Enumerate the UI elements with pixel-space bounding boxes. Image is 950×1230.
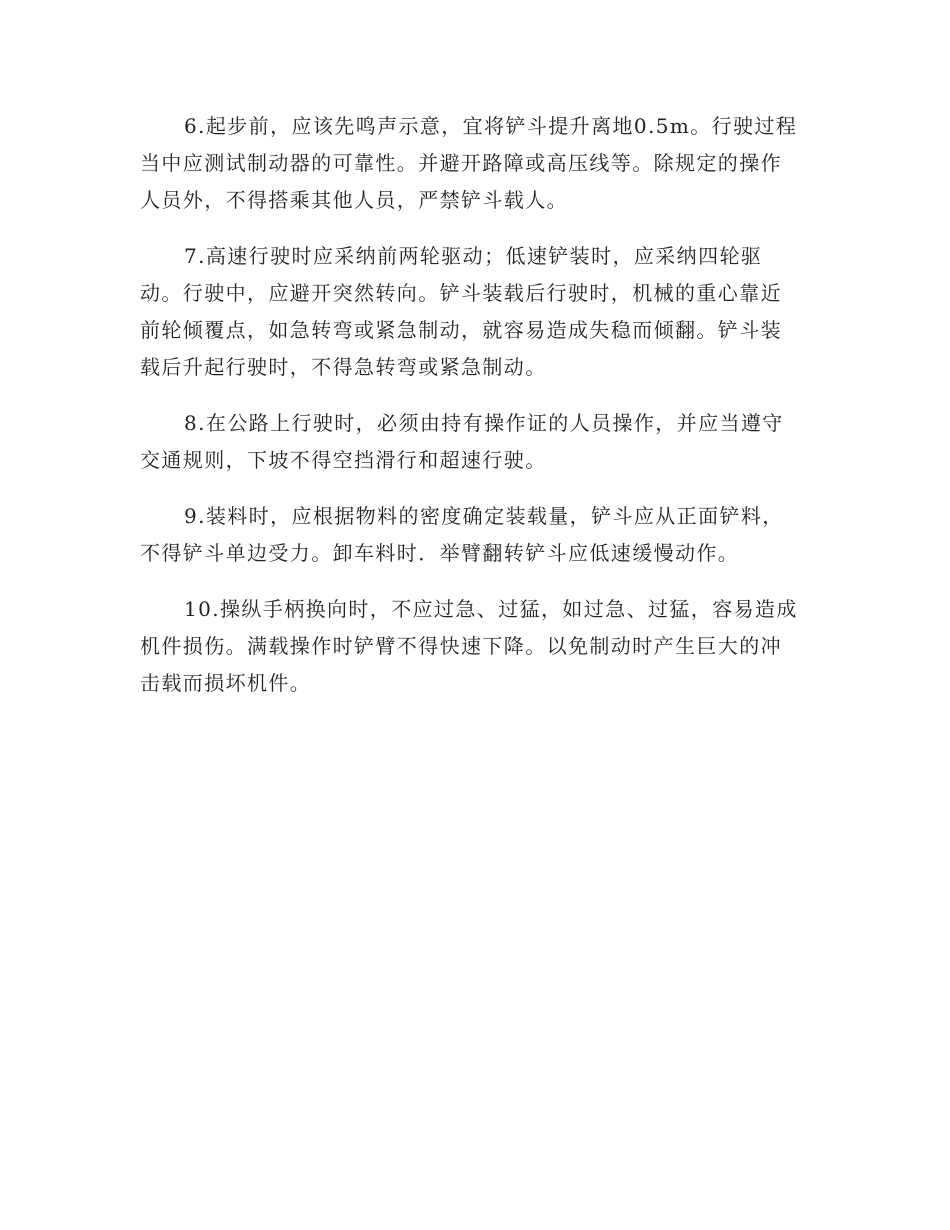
paragraph-line: 当中应测试制动器的可靠性。并避开路障或高压线等。除规定的操作 xyxy=(140,151,782,175)
paragraph-6 xyxy=(140,108,820,219)
paragraph-10 xyxy=(140,591,820,702)
paragraph-line: 交通规则，下坡不得空挡滑行和超速行驶。 xyxy=(140,448,547,472)
paragraph-line: 7.高速行驶时应采纳前两轮驱动；低速铲装时，应采纳四轮驱 xyxy=(184,244,763,268)
document-body xyxy=(140,108,820,721)
paragraph-7 xyxy=(140,238,820,386)
paragraph-line: 前轮倾覆点，如急转弯或紧急制动，就容易造成失稳而倾翻。铲斗装 xyxy=(140,318,782,342)
paragraph-9 xyxy=(140,498,820,572)
paragraph-line: 载后升起行驶时，不得急转弯或紧急制动。 xyxy=(140,355,547,379)
paragraph-line: 6.起步前，应该先鸣声示意，宜将铲斗提升离地0.5m。行驶过程 xyxy=(184,114,798,138)
paragraph-line: 动。行驶中，应避开突然转向。铲斗装载后行驶时，机械的重心靠近 xyxy=(140,281,782,305)
paragraph-line: 机件损伤。满载操作时铲臂不得快速下降。以免制动时产生巨大的冲 xyxy=(140,634,782,658)
paragraph-line: 击载而损坏机件。 xyxy=(140,671,312,695)
paragraph-line: 8.在公路上行驶时，必须由持有操作证的人员操作，并应当遵守 xyxy=(184,411,784,435)
paragraph-line: 不得铲斗单边受力。卸车料时．举臂翻转铲斗应低速缓慢动作。 xyxy=(140,541,740,565)
paragraph-line: 9.装料时，应根据物料的密度确定装载量，铲斗应从正面铲料， xyxy=(184,504,784,528)
paragraph-line: 10.操纵手柄换向时，不应过急、过猛，如过急、过猛，容易造成 xyxy=(184,597,798,621)
paragraph-line: 人员外，不得搭乘其他人员，严禁铲斗载人。 xyxy=(140,188,568,212)
paragraph-8 xyxy=(140,405,820,479)
